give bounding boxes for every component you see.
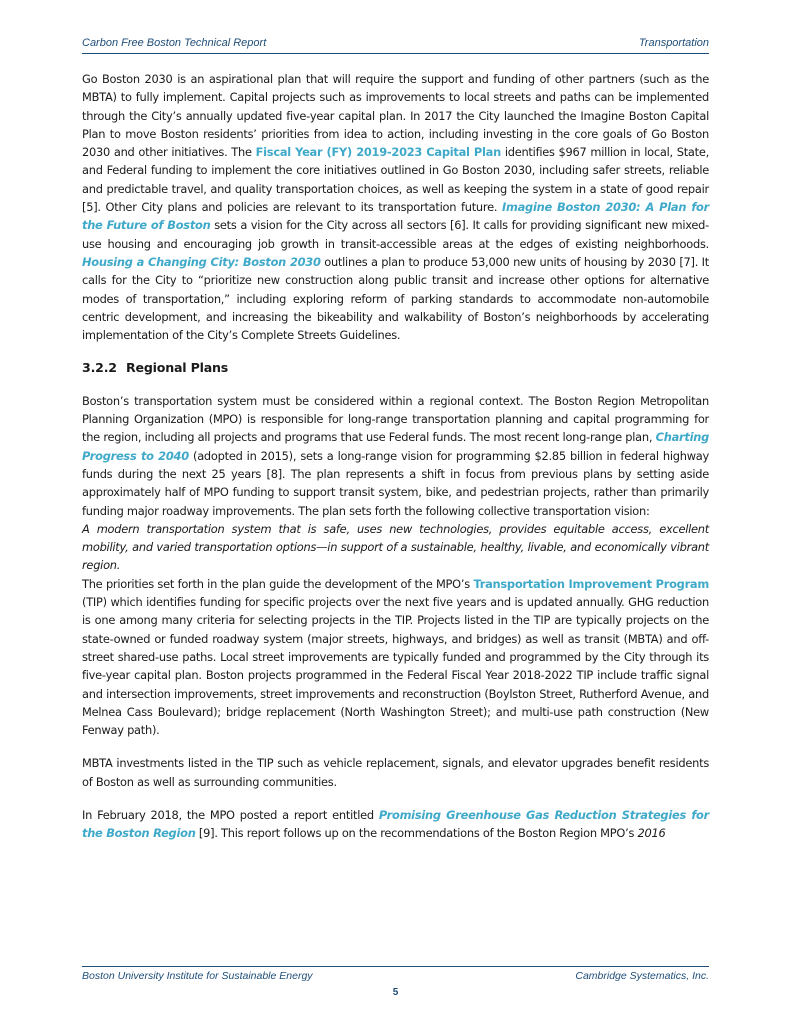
link-ghg-strategies[interactable]: Promising Greenhouse Gas Reduction Strategies for the Boston Region	[82, 807, 709, 841]
footer-institute: Boston University Institute for Sustainable Energy	[82, 970, 313, 982]
footer-rule	[82, 966, 709, 967]
text-run: sets a vision for the City across all sectors [6]. It calls for providing significant new mixed-use housing and encouraging job growth in transit-accessible areas at the edges of existing neighborhoods.	[82, 218, 709, 251]
footer-company: Cambridge Systematics, Inc.	[575, 970, 709, 982]
page-body	[82, 70, 709, 843]
text-run: Go Boston 2030 is an aspirational plan that will require the support and funding of other partners (such as the MBTA) to fully implement. Capital projects such as improvements to local streets and paths can be implemented through the City’s annually updated five-year capital plan. In 2017 the City launched the Imagine Boston Capital Plan to move Boston residents’ priorities from idea to action, including investing in the core goals of Go Boston 2030 and other initiatives. The	[82, 72, 709, 160]
link-charting-progress[interactable]: Charting Progress to 2040	[82, 430, 709, 463]
paragraph-mbta-investments: MBTA investments listed in the TIP such as vehicle replacement, signals, and elevator upgrades benefit residents of Boston as well as surrounding communities.	[82, 756, 709, 789]
text-run: outlines a plan to produce 53,000 new units of housing by 2030 [7]. It calls for the City to “prioritize new construction along public transit and increase other options for alternative modes of transportation,” including exploring reform of parking standards to accommodate non-automobile centric development, and increasing the bikeability and walkability of Boston’s neighborhoods by accelerating implementation of the City’s Complete Streets Guidelines.	[82, 254, 709, 343]
text-run: (adopted in 2015), sets a long-range vision for programming $2.85 billion in federal highway funds during the next 25 years [8]. The plan represents a shift in focus from previous plans by setting aside approximately half of MPO funding to support transit system, bike, and pedestrian projects, rather than primarily funding major roadway improvements. The plan sets forth the following collective transportation vision:	[82, 448, 709, 518]
section-title: Regional Plans	[126, 360, 229, 376]
section-heading	[82, 359, 709, 377]
link-housing-changing-city[interactable]: Housing a Changing City: Boston 2030	[82, 254, 321, 269]
header-rule	[82, 53, 709, 54]
header-report-title: Carbon Free Boston Technical Report	[82, 37, 267, 49]
text-run: (TIP) which identifies funding for specific projects over the next five years and is updated annually. GHG reduction is one among many criteria for selecting projects in the TIP. Projects listed in the TIP are typically projects on the state-owned or funded roadway system (major streets, highways, and bridges) as well as transit (MBTA) and off-street shared-use paths. Local street improvements are typically funded and programmed by the City through its five-year capital plan. Boston projects programmed in the Federal Fiscal Year 2018-2022 TIP include traffic signal and intersection improvements, street improvements and reconstruction (Boylston Street, Rutherford Avenue, and Melnea Cass Boulevard); bridge replacement (North Washington Street); and multi-use path construction (New Fenway path).	[82, 595, 709, 738]
link-imagine-boston-2030[interactable]: Imagine Boston 2030: A Plan for the Future of Boston	[82, 200, 710, 233]
section-number: 3.2.2	[82, 360, 117, 376]
vision-quote: A modern transportation system that is safe, uses new technologies, provides equitable access, excellent mobility, and varied transportation options—in support of a sustainable, healthy, livable, and economically vibrant region.	[82, 521, 709, 573]
paragraph-regional-context	[82, 392, 709, 520]
text-run: The priorities set forth in the plan guide the development of the MPO’s	[82, 576, 474, 591]
page-number: 5	[392, 987, 399, 998]
paragraph-tip	[82, 575, 709, 740]
paragraph-ghg-report	[82, 806, 709, 843]
page-footer	[82, 970, 709, 984]
link-capital-plan[interactable]: Fiscal Year (FY) 2019-2023 Capital Plan	[255, 145, 501, 160]
text-run: [9]. This report follows up on the recommendations of the Boston Region MPO’s	[195, 826, 638, 841]
text-run: Boston’s transportation system must be considered within a regional context. The Boston Region Metropolitan Planning Organization (MPO) is responsible for long-range transportation planning and capital programming for the region, including all projects and programs that use Federal funds. The most recent long-range plan,	[82, 393, 709, 445]
paragraph-go-boston	[82, 70, 709, 344]
link-tip[interactable]: Transportation Improvement Program	[473, 576, 709, 591]
text-run: In February 2018, the MPO posted a report entitled	[82, 807, 379, 822]
text-run: identifies $967 million in local, State, and Federal funding to implement the core initiatives outlined in Go Boston 2030, including safer streets, reliable and predictable travel, and quality transportation choices, as well as keeping the system in a state of good repair [5]. Other City plans and policies are relevant to its transportation future.	[82, 145, 709, 215]
header-section-title: Transportation	[638, 37, 709, 49]
page-header	[82, 37, 709, 53]
text-run-italic: 2016	[637, 826, 666, 841]
